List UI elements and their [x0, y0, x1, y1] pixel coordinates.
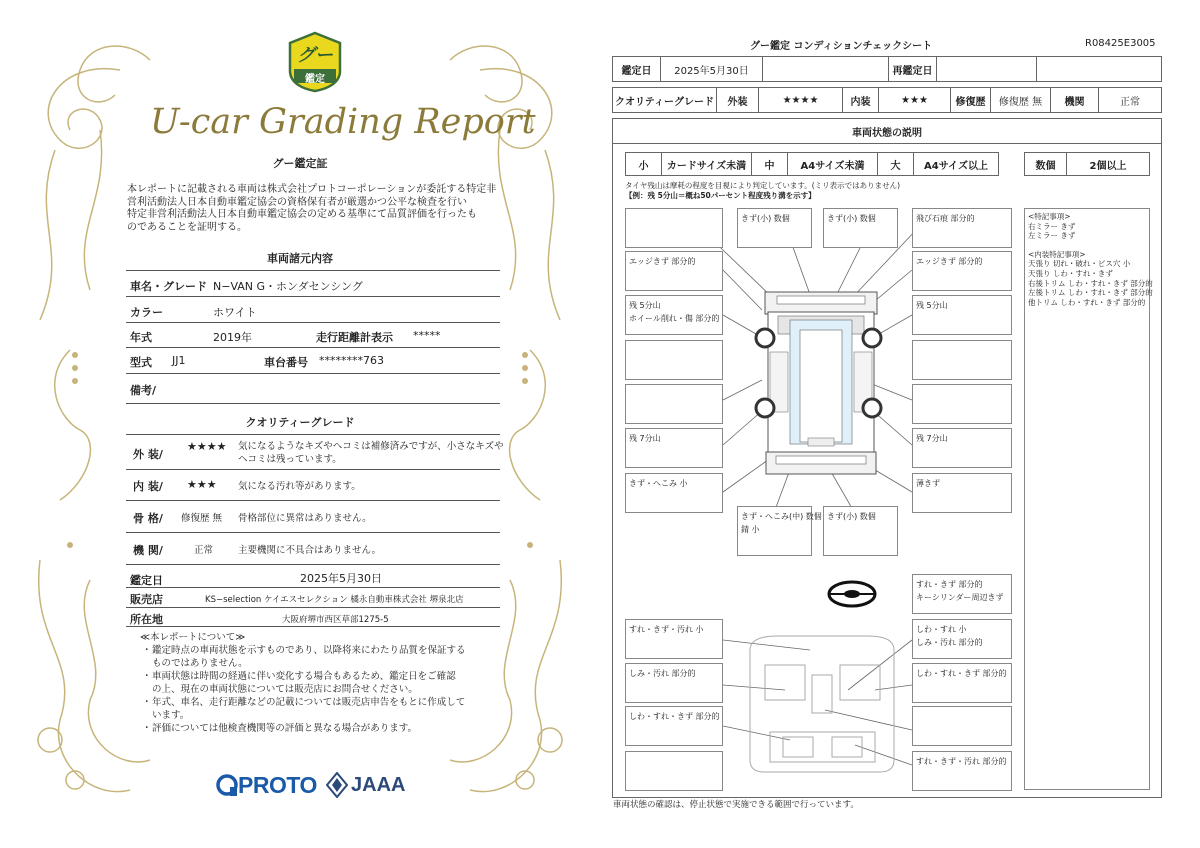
van-top-view	[765, 292, 877, 474]
note-text: の上、現在の車両状態については販売店にお問合せください。	[152, 684, 418, 695]
callout-box: しわ・すれ・きず 部分的	[912, 663, 1012, 703]
remarks-label: 備考/	[130, 384, 157, 397]
steering-wheel-icon	[829, 582, 875, 606]
note-item: ・ 評価については他検査機関等の評価と異なる場合があります。	[142, 723, 418, 734]
callout-box: きず・へこみ 小	[625, 473, 723, 513]
intro-paragraph	[127, 184, 497, 234]
intro-line: のであることを証明する。	[127, 221, 247, 233]
appraisal-date-label: 鑑定日	[130, 574, 163, 587]
frame-value: 修復歴 無	[181, 513, 223, 524]
intro-line: 営利活動法人日本自動車鑑定協会の資格保有者が厳選かつ公平な検査を行い	[127, 196, 467, 208]
name-value: N−VAN G・ホンダセンシング	[213, 280, 363, 293]
note-text: 評価については他検査機関等の評価と異なる場合があります。	[152, 723, 418, 734]
condition-title: 車両状態の説明	[613, 119, 1161, 144]
interior-note-item: 左後トリム しわ・すれ・きず 部分的	[1028, 288, 1153, 298]
mileage-value: *****	[413, 329, 441, 342]
count-desc: 2個以上	[1089, 160, 1127, 172]
callout-box: 飛び石痕 部分的	[912, 208, 1012, 248]
note-item: ・ 年式、車名、走行距離などの記載については販売店申告をもとに作成して	[142, 697, 466, 708]
interior-notes-title: <内装特記事項>	[1028, 249, 1086, 259]
divider	[126, 587, 500, 588]
callout-box	[625, 340, 723, 380]
notes-section	[140, 631, 466, 735]
size-small-desc: カードサイズ未満	[662, 153, 752, 175]
notes-title: ≪本レポートについて≫	[140, 632, 246, 643]
interior-label: 内装	[843, 88, 879, 112]
callout-box: エッジきず 部分的	[625, 251, 723, 291]
condition-check-sheet	[600, 0, 1200, 848]
callout-box: しみ・汚れ 部分的	[625, 663, 723, 703]
callout-box: すれ・きず・汚れ 小	[625, 619, 723, 659]
report-script-title: U-car Grading Report	[150, 102, 536, 142]
note-text: 車両状態は時間の経過に伴い変化する場合もあるため、鑑定日をご確認	[152, 671, 456, 682]
appraisal-date-value: 2025年5月30日	[300, 572, 382, 585]
exterior-text: 気になるようなキズやヘコミは補修済みですが、小さなキズや	[238, 441, 504, 452]
exterior-label: 外 装/	[133, 448, 163, 461]
size-mid-label: 中	[752, 153, 788, 175]
mileage-label: 走行距離計表示	[316, 331, 393, 344]
callout-box: しわ・すれ 小 しみ・汚れ 部分的	[912, 619, 1012, 659]
divider	[126, 532, 500, 533]
note-item: ・ 鑑定時点の車両状態を示すものであり、以降将来にわたり品質を保証する	[142, 645, 466, 656]
appraisal-date-label: 鑑定日	[613, 57, 661, 81]
callout-box	[912, 706, 1012, 746]
callout-box: きず(小) 数個	[823, 506, 898, 556]
goo-appraisal-badge	[287, 31, 343, 93]
engine-value: 正常	[1120, 96, 1140, 108]
report-id: R08425E3005	[1085, 38, 1156, 49]
color-label: カラー	[130, 306, 163, 319]
divider	[126, 564, 500, 565]
callout-box	[625, 751, 723, 791]
interior-stars: ★★★	[879, 88, 951, 112]
interior-label: 内 装/	[133, 480, 163, 493]
exterior-stars: ★★★★	[759, 88, 843, 112]
exterior-description	[238, 440, 504, 466]
intro-line: 特定非営利活動法人日本自動車鑑定協会の定める基準にて品質評価を行ったも	[127, 209, 477, 220]
year-value: 2019年	[213, 331, 252, 344]
dealer-label: 販売店	[130, 593, 163, 606]
note-text: 年式、車名、走行距離などの記載については販売店申告をもとに作成して	[152, 697, 466, 708]
special-notes-panel	[1024, 208, 1153, 790]
reinspect-date-label: 再鑑定日	[889, 57, 937, 81]
callout-box: すれ・きず 部分的 キーシリンダー周辺きず	[912, 574, 1012, 614]
callout-box: 残 5分山	[912, 295, 1012, 335]
tire-note: タイヤ残山は摩耗の程度を目視により判定しています。(ミリ表示ではありません)	[625, 181, 901, 190]
frame-label: 骨 格/	[133, 512, 163, 525]
callout-box: きず・へこみ(中) 数個 錆 小	[737, 506, 812, 556]
quality-grade-label: クオリティーグレード	[613, 88, 717, 112]
note-item: ・ 車両状態は時間の経過に伴い変化する場合もあるため、鑑定日をご確認	[142, 671, 456, 682]
callout-box: 薄きず	[912, 473, 1012, 513]
divider	[126, 469, 500, 470]
interior-stars: ★★★	[187, 478, 217, 491]
callout-box: 残 5分山 ホイール削れ・傷 部分的	[625, 295, 723, 335]
jaaa-logo	[326, 770, 405, 800]
exterior-stars: ★★★★	[187, 440, 227, 453]
size-big-desc: A4サイズ以上	[924, 160, 988, 172]
engine-label: 機関	[1051, 88, 1099, 112]
divider	[126, 626, 500, 627]
callout-box: きず(小) 数個	[823, 208, 898, 248]
divider	[126, 270, 500, 271]
chassis-value: ********763	[319, 354, 384, 367]
certificate-title: グー鑑定証	[272, 157, 328, 170]
repair-history-label: 修復歴	[951, 88, 991, 112]
jaaa-logo-text: JAAA	[351, 773, 406, 796]
name-label: 車名・グレード	[130, 280, 207, 293]
divider	[126, 322, 500, 323]
engine-text: 主要機関に不具合はありません。	[238, 545, 382, 556]
divider	[126, 373, 500, 374]
special-notes-title: <特記事項>	[1028, 212, 1071, 221]
interior-note-item: 右後トリム しわ・すれ・きず 部分的	[1028, 278, 1153, 288]
repair-history-value: 修復歴 無	[991, 88, 1051, 112]
divider	[126, 347, 500, 348]
model-label: 型式	[130, 356, 152, 369]
size-small-label: 小	[626, 153, 662, 175]
proto-logo	[216, 770, 317, 800]
proto-mark-icon	[216, 773, 238, 797]
interior-text: 気になる汚れ等があります。	[238, 481, 361, 492]
sheet-title: グー鑑定 コンディションチェックシート	[750, 41, 933, 52]
appraisal-date-value: 2025年5月30日	[661, 57, 763, 81]
note-text: 鑑定時点の車両状態を示すものであり、以降将来にわたり品質を保証する	[152, 645, 466, 656]
color-value: ホワイト	[213, 306, 257, 319]
year-label: 年式	[130, 331, 152, 344]
callout-box: すれ・きず・汚れ 部分的	[912, 751, 1012, 791]
special-note-item: 右ミラー きず	[1028, 221, 1076, 231]
engine-label: 機 関/	[133, 544, 163, 557]
exterior-label: 外装	[717, 88, 759, 112]
divider	[126, 403, 500, 404]
divider	[126, 434, 500, 435]
model-value: JJ1	[172, 354, 186, 367]
dealer-value: KS−selection ケイエスセレクション 橘永自動車株式会社 堺泉北店	[205, 595, 464, 605]
jaaa-mark-icon	[326, 772, 348, 798]
tire-example: 【例：残 5分山＝概ね50パーセント程度残り溝を示す】	[625, 191, 816, 200]
interior-note-item: 他トリム しわ・すれ・きず 部分的	[1028, 297, 1146, 307]
note-text: います。	[152, 710, 190, 721]
interior-top-view	[750, 636, 894, 772]
size-big-label: 大	[878, 153, 914, 175]
callout-box: 残 7分山	[912, 428, 1012, 468]
footer-note: 車両状態の確認は、停止状態で実施できる範囲で行っています。	[613, 800, 859, 810]
address-value: 大阪府堺市西区草部1275-5	[282, 615, 389, 625]
exterior-text: ヘコミは残っています。	[238, 454, 342, 465]
size-mid-desc: A4サイズ未満	[788, 153, 878, 175]
callout-box: エッジきず 部分的	[912, 251, 1012, 291]
engine-value: 正常	[194, 545, 214, 556]
divider	[126, 607, 500, 608]
note-text: ものではありません。	[152, 658, 248, 669]
spec-section-title: 車両諸元内容	[267, 252, 333, 265]
callout-box: しわ・すれ・きず 部分的	[625, 706, 723, 746]
callout-box: きず(小) 数個	[737, 208, 812, 248]
address-label: 所在地	[130, 613, 163, 626]
callout-box	[912, 340, 1012, 380]
divider	[126, 296, 500, 297]
badge-bottom-text: 鑑定	[305, 74, 325, 85]
interior-note-item: 天張り 切れ・破れ・ビス穴 小	[1028, 259, 1131, 269]
divider	[126, 500, 500, 501]
quality-grade-title: クオリティーグレード	[245, 416, 355, 429]
callout-box: 残 7分山	[625, 428, 723, 468]
badge-top-text: グー	[297, 45, 333, 66]
count-label: 数個	[1025, 153, 1067, 175]
proto-logo-text: PROTO	[238, 771, 317, 798]
frame-text: 骨格部位に異常はありません。	[238, 513, 372, 524]
special-note-item: 左ミラー きず	[1028, 231, 1076, 241]
intro-line: 本レポートに記載される車両は株式会社プロトコーポレーションが委託する特定非	[127, 184, 497, 195]
chassis-label: 車台番号	[264, 356, 308, 369]
callout-box	[912, 384, 1012, 424]
callout-box	[625, 208, 723, 248]
callout-box	[625, 384, 723, 424]
interior-note-item: 天張り しわ・すれ・きず	[1028, 268, 1113, 278]
